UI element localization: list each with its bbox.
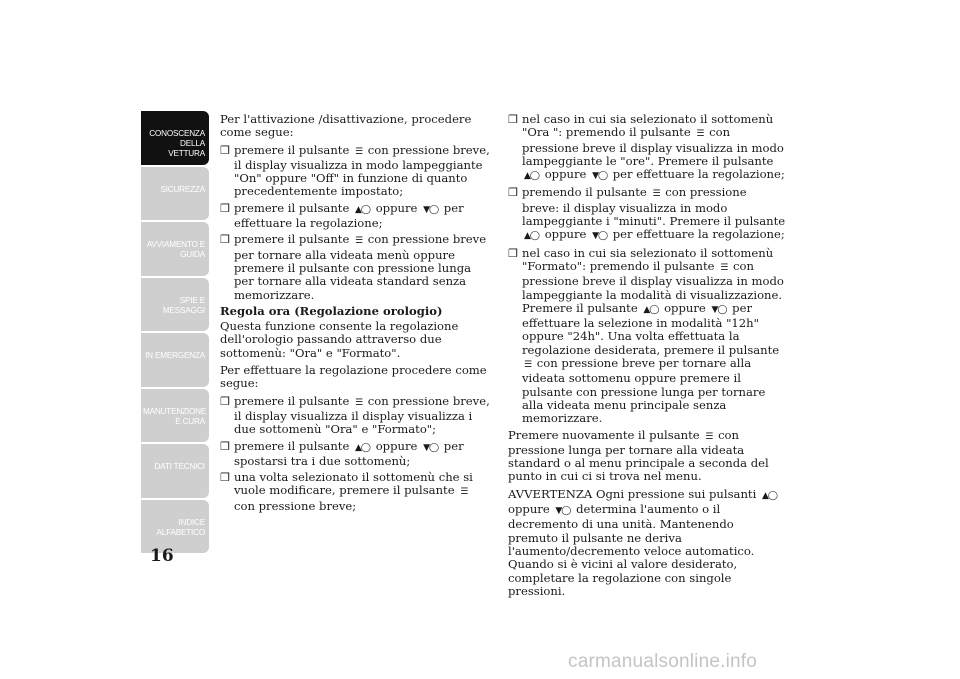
list-item: ❒ premendo il pulsante ☰ con pressione breve: il display visualizza in modo lampeggiante i "minuti". Premere il pulsante ▲◯ oppure ▼◯ per effettuare la regolazione; <box>508 186 786 243</box>
up-button-icon: ▲◯ <box>643 304 659 315</box>
down-button-icon: ▼◯ <box>423 204 439 215</box>
menu-button-icon: ☰ <box>696 129 704 140</box>
list-item: ❒ premere il pulsante ☰ con pressione breve per tornare alla videata menù oppure premere il pulsante con pressione lunga per tornare alla videata standard senza memorizzare. <box>220 232 487 302</box>
list-item: ❒ premere il pulsante ▲◯ oppure ▼◯ per spostarsi tra i due sottomenù; <box>220 438 464 468</box>
paragraph: Per effettuare la regolazione procedere come segue: <box>220 363 487 391</box>
up-button-icon: ▲◯ <box>355 442 371 453</box>
menu-button-icon: ☰ <box>720 262 728 273</box>
list-item: ❒ premere il pulsante ☰ con pressione breve, il display visualizza in modo lampeggiante "On" oppure "Off" in funzione di quanto precedentemente impostato; <box>220 142 490 199</box>
section-heading: Regola ora (Regolazione orologio) <box>220 303 443 318</box>
down-button-icon: ▼◯ <box>555 506 571 517</box>
tab-spie-e-messaggi[interactable]: SPIE E MESSAGGI <box>141 278 209 332</box>
menu-button-icon: ☰ <box>355 236 363 247</box>
paragraph: Premere nuovamente il pulsante ☰ con pressione lunga per tornare alla videata standard o al menu principale a seconda del punto in cui ci si trova nel menu. <box>508 427 769 484</box>
watermark: carmanualsonline.info <box>568 651 758 672</box>
intro-text: Per l'attivazione /disattivazione, procedere come segue: <box>220 112 472 140</box>
tab-avviamento-e-guida[interactable]: AVVIAMENTO E GUIDA <box>141 222 209 276</box>
paragraph: Questa funzione consente la regolazione dell'orologio passando attraverso due sottomenù: "Ora" e "Formato". <box>220 319 459 360</box>
tab-dati-tecnici[interactable]: DATI TECNICI <box>141 444 209 498</box>
down-button-icon: ▼◯ <box>592 231 608 242</box>
warning-paragraph: AVVERTENZA Ogni pressione sui pulsanti ▲◯ oppure ▼◯ determina l'aumento o il decremento di una unità. Mantenendo premuto il pulsante ne deriva l'aumento/decremento veloce automatico. Quando si è vicini al valore desiderato, completare la regolazione con singole pressioni. <box>508 486 777 598</box>
section-sidebar <box>141 111 209 555</box>
tab-indice-alfabetico[interactable]: INDICE ALFABETICO <box>141 500 209 554</box>
tab-conoscenza-della-vettura[interactable]: CONOSCENZA DELLA VETTURA <box>141 111 209 165</box>
up-button-icon: ▲◯ <box>524 171 539 182</box>
menu-button-icon: ☰ <box>355 146 363 157</box>
menu-button-icon: ☰ <box>355 397 363 408</box>
down-button-icon: ▼◯ <box>592 171 608 182</box>
list-item: ❒ una volta selezionato il sottomenù che si vuole modificare, premere il pulsante ☰ con pressione breve; <box>220 470 473 513</box>
tab-sicurezza[interactable]: SICUREZZA <box>141 167 209 221</box>
up-button-icon: ▲◯ <box>524 231 539 242</box>
list-item: ❒ nel caso in cui sia selezionato il sottomenù "Ora ": premendo il pulsante ☰ con pressione breve il display visualizza in modo lampeggiante le "ore". Premere il pulsante ▲◯ oppure ▼◯ per effettuare la regolazione; <box>508 113 786 183</box>
menu-button-icon: ☰ <box>652 189 660 200</box>
list-item: ❒ premere il pulsante ▲◯ oppure ▼◯ per effettuare la regolazione; <box>220 200 464 231</box>
right-column <box>508 113 786 602</box>
page-number: 16 <box>150 546 174 566</box>
menu-button-icon: ☰ <box>460 487 468 498</box>
up-button-icon: ▲◯ <box>355 204 371 215</box>
left-column <box>220 113 490 516</box>
list-item: ❒ premere il pulsante ☰ con pressione breve, il display visualizza il display visualizza i due sottomenù "Ora" e "Formato"; <box>220 393 490 437</box>
list-item: ❒ nel caso in cui sia selezionato il sottomenù "Formato": premendo il pulsante ☰ con pressione breve il display visualizza in modo lampeggiante la modalità di visualizzazione. Premere il pulsante ▲◯ oppure ▼◯ per effettuare la selezione in modalità "12h" oppure "24h". Una volta effettuata la regolazione desiderata, premere il pulsante ☰ con pressione breve per tornare alla videata sottomenu oppure premere il pulsante con pressione lunga per tornare alla videata menu principale senza memorizzare. <box>508 245 784 426</box>
menu-button-icon: ☰ <box>524 360 532 371</box>
tab-in-emergenza[interactable]: IN EMERGENZA <box>141 333 209 387</box>
tab-manutenzione-e-cura[interactable]: MANUTENZIONE E CURA <box>141 389 209 443</box>
down-button-icon: ▼◯ <box>423 442 439 453</box>
down-button-icon: ▼◯ <box>711 304 727 315</box>
up-button-icon: ▲◯ <box>762 490 777 501</box>
menu-button-icon: ☰ <box>705 431 713 442</box>
